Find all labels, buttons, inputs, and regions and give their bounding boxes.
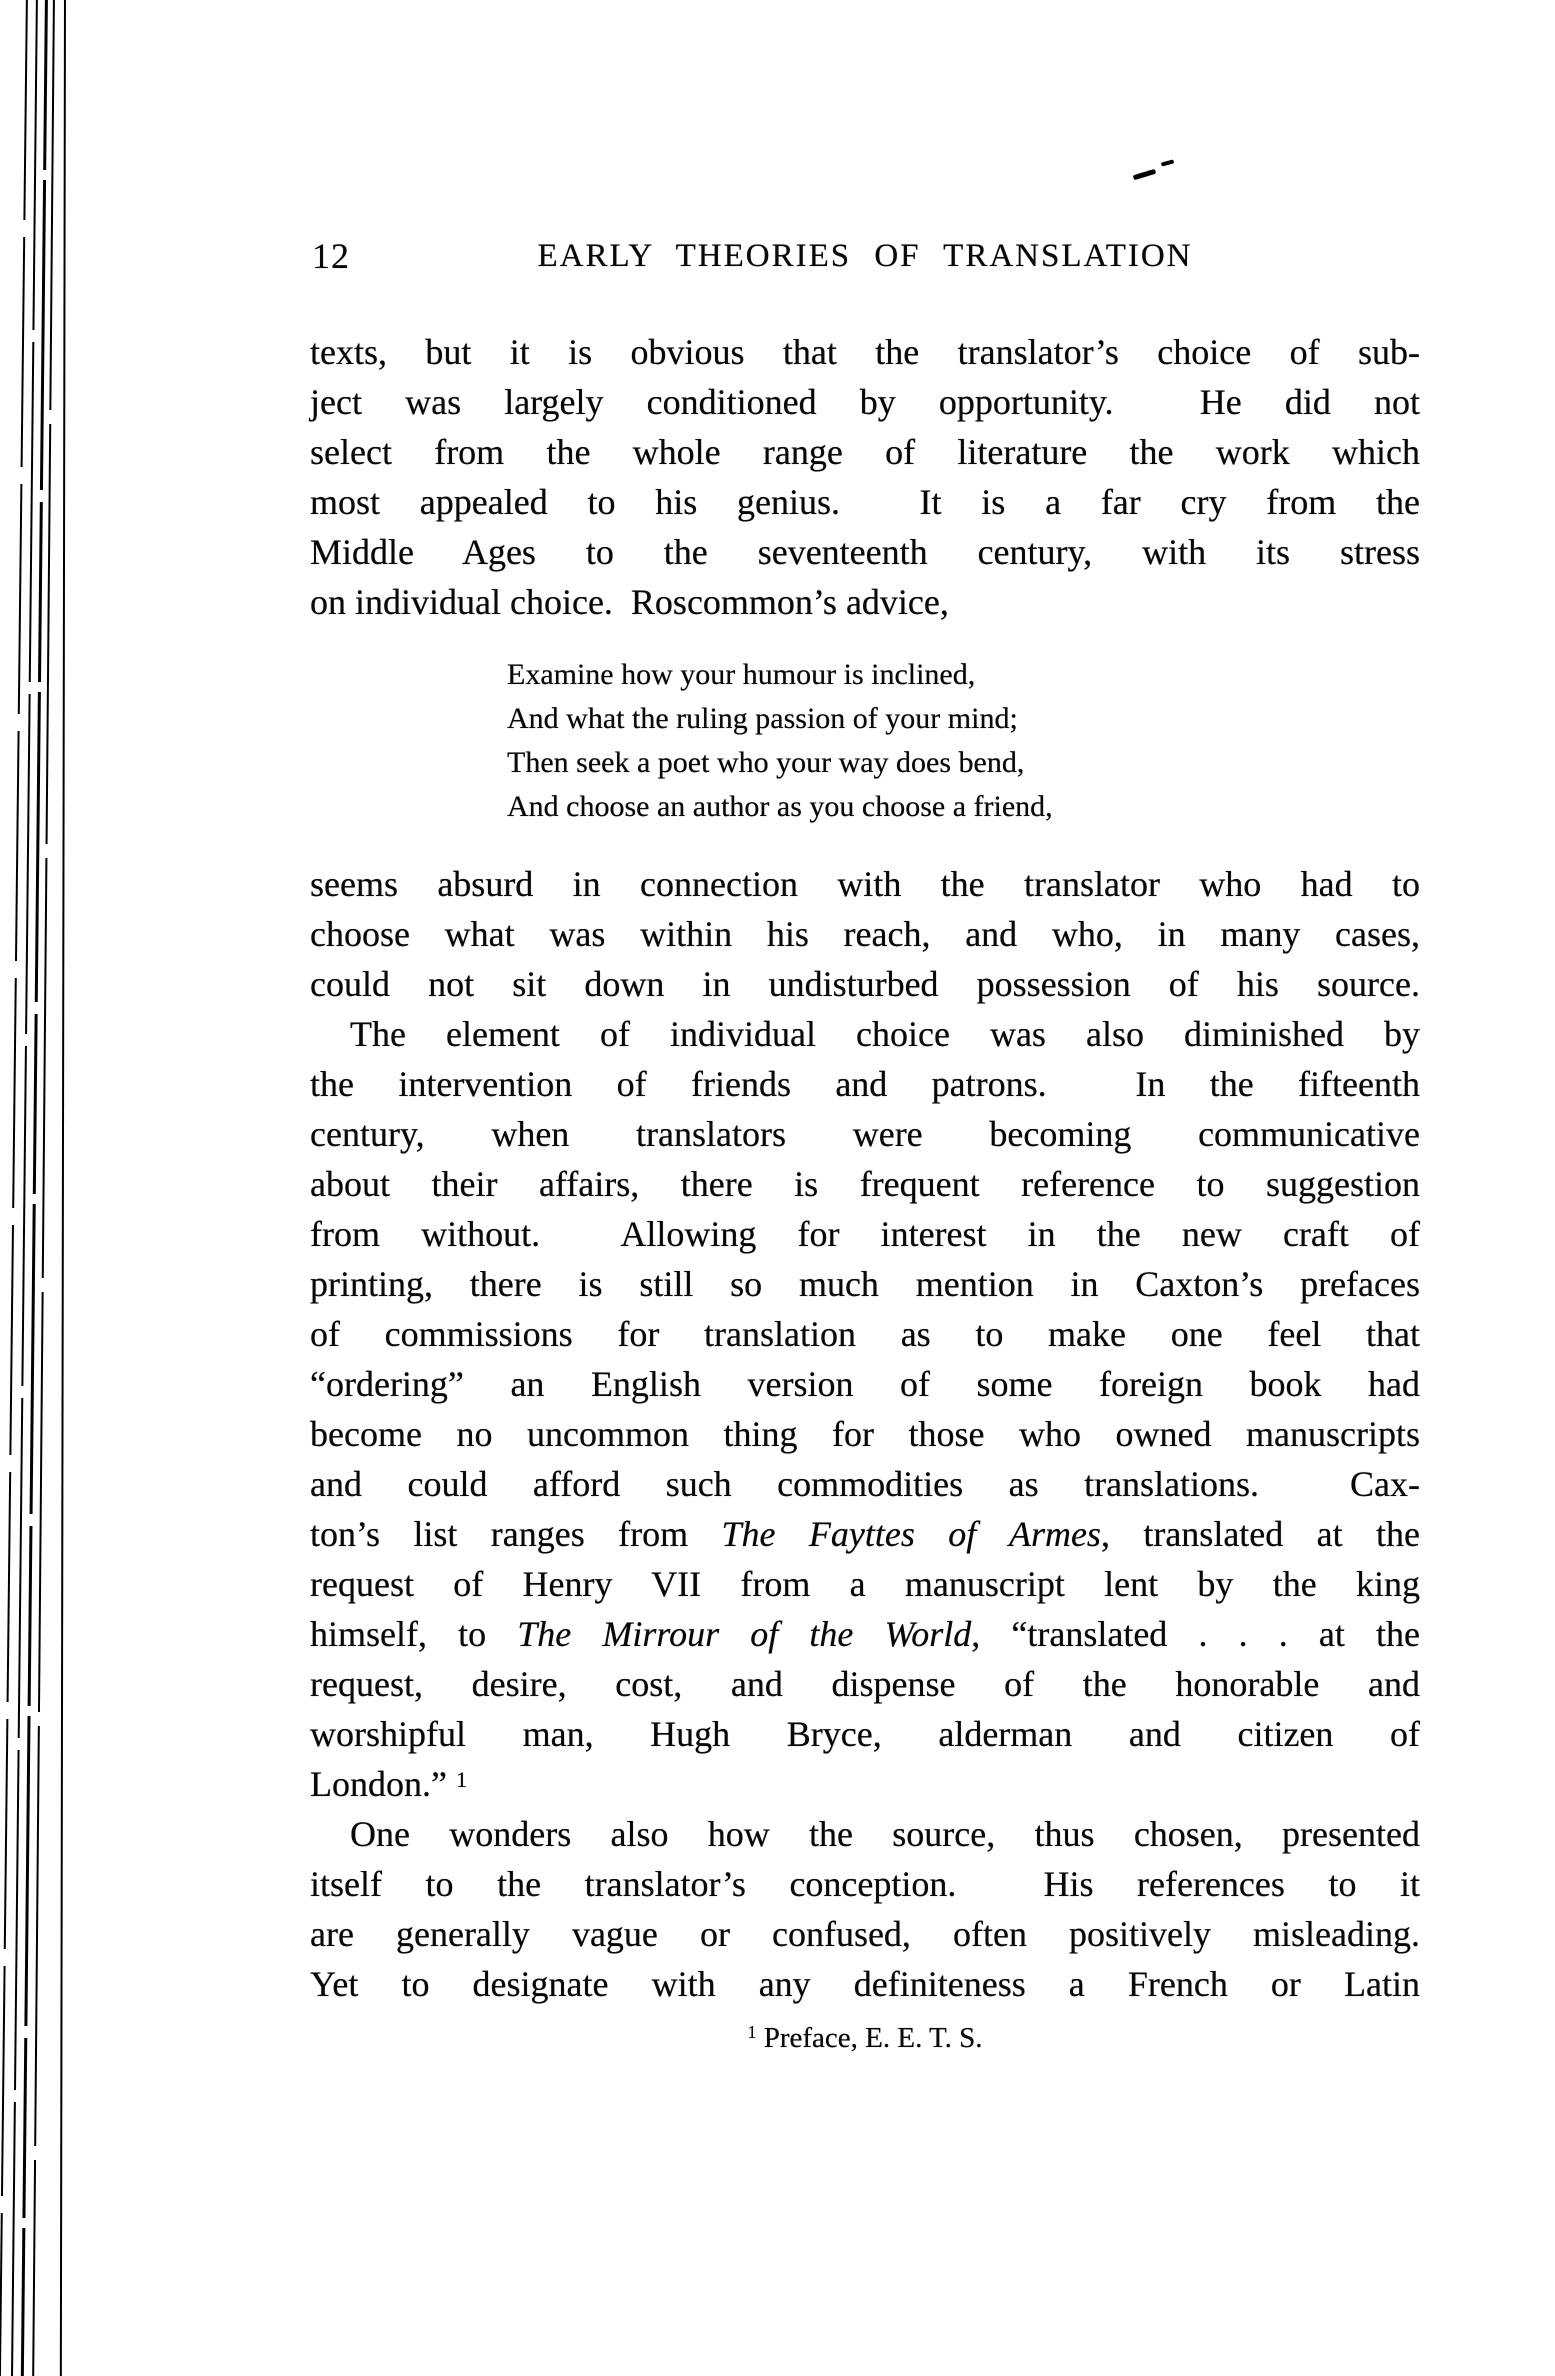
text-line xyxy=(310,1609,1420,1659)
text-line xyxy=(310,1159,1420,1209)
text-run: are generally vague or confused, often positively misleading. xyxy=(310,1914,1420,1954)
running-header xyxy=(310,231,1420,281)
text-run: Preface, E. E. T. S. xyxy=(756,2022,983,2054)
text-run: from without. Allowing for interest in the new craft of xyxy=(310,1214,1420,1254)
text-line xyxy=(310,1859,1420,1909)
paragraph-block xyxy=(310,859,1420,2009)
text-line xyxy=(310,1659,1420,1709)
text-run: request of Henry VII from a manuscript lent by the king xyxy=(310,1564,1420,1604)
text-run: most appealed to his genius. It is a far cry from the xyxy=(310,482,1420,522)
text-line xyxy=(310,859,1420,909)
text-run: “ordering” an English version of some foreign book had xyxy=(310,1364,1420,1404)
paragraph-block xyxy=(310,327,1420,627)
text-run: texts, but it is obvious that the translator’s choice of sub- xyxy=(310,332,1420,372)
text-run: could not sit down in undisturbed possession of his source. xyxy=(310,964,1420,1004)
footnote-reference: 1 xyxy=(747,2022,757,2042)
text-line xyxy=(310,427,1420,477)
text-line xyxy=(310,1309,1420,1359)
text-run: , “translated . . . at the xyxy=(971,1614,1420,1654)
text-run: seems absurd in connection with the translator who had to xyxy=(310,864,1420,904)
text-run: worshipful man, Hugh Bryce, alderman and citizen of xyxy=(310,1714,1420,1754)
text-run: One wonders also how the source, thus chosen, presented xyxy=(350,1814,1420,1854)
text-line xyxy=(310,327,1420,377)
text-line xyxy=(310,1109,1420,1159)
verse-line xyxy=(507,697,1420,741)
text-run: choose what was within his reach, and who, in many cases, xyxy=(310,914,1420,954)
verse-line xyxy=(507,741,1420,785)
text-run: ton’s list ranges from xyxy=(310,1514,722,1554)
text-run: request, desire, cost, and dispense of the honorable and xyxy=(310,1664,1420,1704)
text-run: Yet to designate with any definiteness a French or Latin xyxy=(310,1964,1420,2004)
text-line xyxy=(310,1209,1420,1259)
text-line xyxy=(310,577,1420,627)
footnote xyxy=(310,2016,1420,2060)
page-number: 12 xyxy=(312,236,350,276)
verse-quote-block xyxy=(310,653,1420,829)
text-line xyxy=(310,1809,1420,1859)
text-run: printing, there is still so much mention in Caxton’s prefaces xyxy=(310,1264,1420,1304)
text-run: the intervention of friends and patrons. In the fifteenth xyxy=(310,1064,1420,1104)
text-run: of commissions for translation as to make one feel that xyxy=(310,1314,1420,1354)
text-run: Examine how your humour is inclined, xyxy=(507,658,976,691)
text-run: about their affairs, there is frequent reference to suggestion xyxy=(310,1164,1420,1204)
verse-line xyxy=(507,785,1420,829)
text-run: London.” xyxy=(310,1764,456,1804)
scan-binding-artifact xyxy=(0,0,90,2376)
text-run: become no uncommon thing for those who owned manuscripts xyxy=(310,1414,1420,1454)
pen-mark xyxy=(1133,169,1156,181)
text-line xyxy=(310,1909,1420,1959)
text-line xyxy=(310,1409,1420,1459)
text-run: himself, to xyxy=(310,1614,518,1654)
running-title: EARLY THEORIES OF TRANSLATION xyxy=(537,238,1193,274)
text-run: and could afford such commodities as translations. Cax- xyxy=(310,1464,1420,1504)
text-line xyxy=(310,527,1420,577)
text-run: Middle Ages to the seventeenth century, with its stress xyxy=(310,532,1420,572)
verse-line xyxy=(507,653,1420,697)
text-line xyxy=(310,1509,1420,1559)
text-line xyxy=(310,1959,1420,2009)
text-blocks xyxy=(310,327,1420,2009)
text-run: on individual choice. Roscommon’s advice, xyxy=(310,582,949,622)
text-run: And what the ruling passion of your mind; xyxy=(507,702,1018,735)
text-run: The element of individual choice was also diminished by xyxy=(350,1014,1420,1054)
footnote-reference: 1 xyxy=(455,1767,468,1792)
text-line xyxy=(310,1759,1420,1809)
text-line xyxy=(310,1359,1420,1409)
text-line xyxy=(310,1009,1420,1059)
text-run: And choose an author as you choose a friend, xyxy=(507,790,1053,823)
text-line xyxy=(310,1709,1420,1759)
text-run: , translated at the xyxy=(1100,1514,1420,1554)
text-line xyxy=(310,1059,1420,1109)
text-line xyxy=(310,1259,1420,1309)
italic-title-text: The Mirrour of the World xyxy=(517,1614,972,1654)
text-line xyxy=(310,477,1420,527)
text-run: Then seek a poet who your way does bend, xyxy=(507,746,1025,779)
binding-line xyxy=(60,0,66,2376)
text-line xyxy=(310,377,1420,427)
text-run: century, when translators were becoming communicative xyxy=(310,1114,1420,1154)
italic-title-text: The Fayttes of Armes xyxy=(721,1514,1101,1554)
text-line xyxy=(310,959,1420,1009)
text-line xyxy=(310,909,1420,959)
text-run: itself to the translator’s conception. His references to it xyxy=(310,1864,1420,1904)
text-run: ject was largely conditioned by opportunity. He did not xyxy=(310,382,1420,422)
text-line xyxy=(310,1459,1420,1509)
text-line xyxy=(310,1559,1420,1609)
text-run: select from the whole range of literature the work which xyxy=(310,432,1420,472)
pen-mark xyxy=(1161,159,1175,166)
